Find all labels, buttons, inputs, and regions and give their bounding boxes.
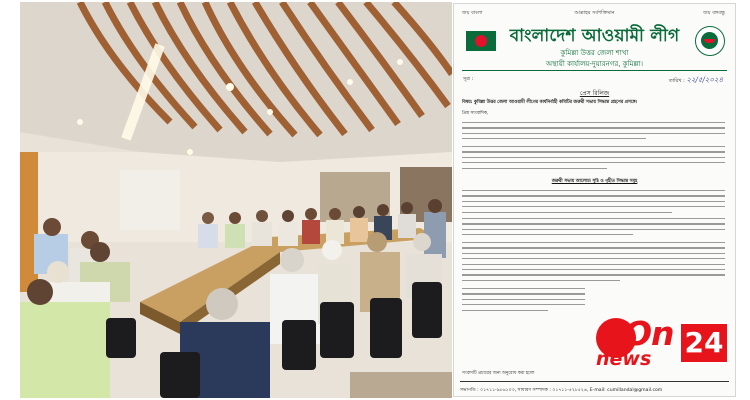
section-heading: জরুরী সভায় আলোচ্য সূচি ও গৃহীত সিদ্ধান্ত সমূহ (551, 179, 638, 184)
decision-item-4 (462, 288, 585, 315)
office-address: অস্থায়ী কার্যালয়-দুয়ারনগর, কুমিল্লা। (546, 60, 643, 68)
header-divider (462, 70, 727, 71)
branch-name: কুমিল্লা উত্তর জেলা শাখা (560, 49, 629, 57)
decision-item-1 (462, 190, 725, 217)
body-paragraph-1 (462, 122, 725, 144)
subject-line: বিষয়: কুমিল্লা উত্তর জেলা আওয়ামী লীগের কার্যনির্বাহী কমিটির জরুরী সভায় সিদ্ধান্ত গ্রহণের প্রসঙ্গে। (462, 100, 638, 105)
decision-item-2 (462, 218, 725, 240)
footer-divider (460, 381, 729, 382)
logo-number-box: 24 (679, 322, 729, 364)
body-paragraph-2 (462, 146, 725, 173)
meeting-photo (20, 2, 452, 398)
contact-footer: সভাপতি : ০১৭১১-৯৮৬১০৩, সাধারণ সম্পাদক : ০১৭১১-৫২৮৫২৬, E-mail: cumillandal@gmail.com (460, 388, 663, 393)
doc-top-right-text: জয় বঙ্গবন্ধু (703, 10, 725, 16)
date-field (669, 74, 723, 86)
logo-word-on: On (624, 314, 674, 353)
date-label: তারিখ : (668, 78, 685, 84)
logo-word-news: news (596, 348, 652, 370)
date-value: ২২/৫/২০২৪ (686, 76, 723, 84)
decision-item-3 (462, 242, 725, 285)
closing-line: সংবাদটি প্রচারের জন্য অনুরোধ করা হলো (462, 371, 535, 376)
onnews24-logo (594, 316, 734, 370)
press-release-heading: প্রেস রিলিজ (579, 90, 610, 97)
reference-label: সূত্র : (463, 76, 474, 82)
meeting-photo-illustration (20, 2, 452, 398)
party-name: বাংলাদেশ আওয়ামী লীগ (509, 26, 680, 46)
salutation: প্রিয় সাংবাদিক, (462, 111, 489, 116)
doc-top-left-text: জয় বাংলা (462, 10, 483, 16)
doc-top-center-text: আল্লাহর সর্বশক্তিমান (574, 10, 615, 16)
